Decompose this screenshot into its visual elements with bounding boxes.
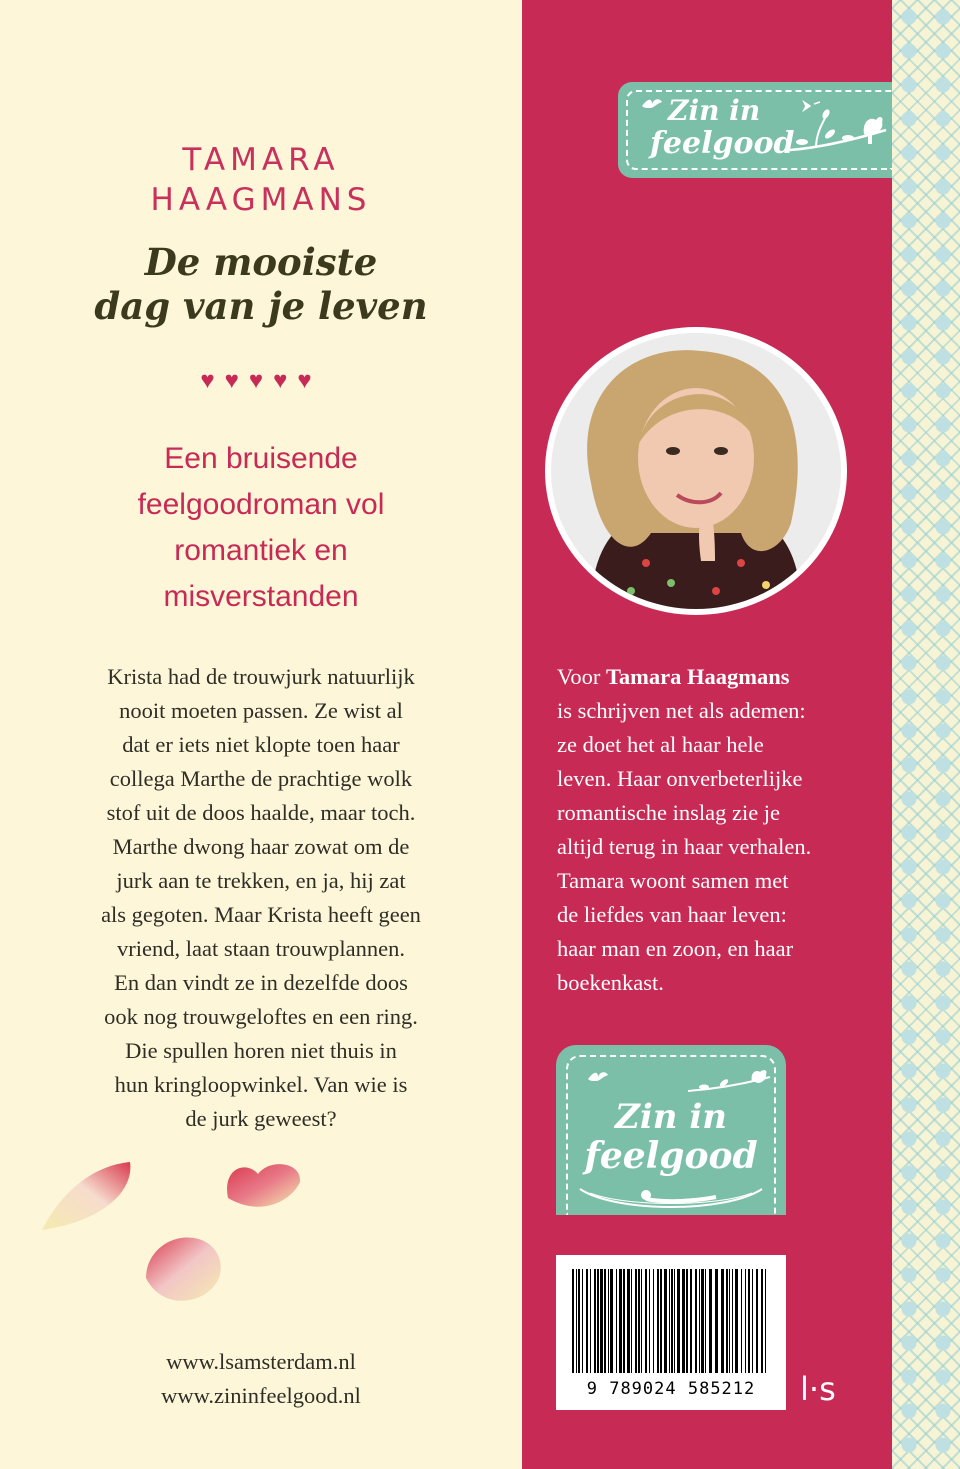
bio-line: romantische inslag zie je	[557, 800, 781, 825]
barcode-bar	[732, 1269, 733, 1373]
blurb-line: Krista had de trouwjurk natuurlijk	[107, 664, 415, 689]
bio-line: de liefdes van haar leven:	[557, 902, 787, 927]
bio-line: ze doet het al haar hele	[557, 732, 764, 757]
barcode-bar	[576, 1269, 577, 1373]
subtitle-line: misverstanden	[163, 580, 359, 613]
barcode-bar	[604, 1269, 606, 1373]
bio-line: Tamara woont samen met	[557, 868, 789, 893]
barcode-bar	[745, 1269, 746, 1373]
hearts-icon: ♥♥♥♥♥	[200, 368, 322, 394]
author-last-name: HAAGMANS	[150, 182, 372, 218]
blurb-line: de jurk geweest?	[185, 1106, 337, 1131]
barcode-bar	[721, 1269, 724, 1373]
barcode-bar	[682, 1269, 685, 1373]
barcode-bar	[649, 1269, 650, 1373]
publisher-logo: l·s	[800, 1370, 836, 1408]
blurb-line: dat er iets niet klopte toen haar	[122, 732, 400, 757]
author-photo	[551, 333, 841, 609]
barcode-bar	[600, 1269, 603, 1373]
barcode-bar	[653, 1269, 654, 1373]
decorative-pattern-strip	[892, 0, 960, 1469]
isbn-number: 9 789024 585212	[586, 1379, 756, 1399]
barcode-bar	[631, 1269, 632, 1373]
barcode-bar	[701, 1269, 704, 1373]
blurb-line: En dan vindt ze in dezelfde doos	[114, 970, 408, 995]
book-title-line-2: dag van je leven	[94, 284, 428, 328]
barcode-bar	[761, 1269, 763, 1373]
badge-top-line-2: feelgood	[650, 126, 795, 161]
barcode-bar	[729, 1269, 730, 1373]
book-title-line-1: De mooiste	[144, 240, 378, 284]
barcode-bar	[705, 1269, 706, 1373]
bird-icon	[586, 1069, 610, 1085]
barcode-bar	[699, 1269, 700, 1373]
author-first-name: TAMARA	[182, 142, 340, 178]
rose-petal-icon	[140, 1230, 230, 1310]
barcode-bar	[597, 1269, 599, 1373]
badge-bottom-line-2: feelgood	[584, 1135, 758, 1177]
blurb-line: stof uit de doos haalde, maar toch.	[106, 800, 416, 825]
hammock-icon	[576, 1185, 766, 1215]
barcode-bar	[608, 1269, 609, 1373]
subtitle-line: Een bruisende	[164, 442, 358, 475]
barcode-bar	[752, 1269, 753, 1373]
barcode-bar	[572, 1269, 574, 1373]
bio-line: haar man en zoon, en haar	[557, 936, 794, 961]
branch-with-bird-icon	[786, 94, 890, 164]
barcode-bar	[690, 1269, 692, 1373]
author-bio	[557, 660, 877, 1000]
barcode-bar	[616, 1269, 617, 1373]
barcode-bar	[715, 1269, 718, 1373]
series-badge-bottom	[556, 1045, 786, 1215]
branch-with-bird-icon	[684, 1065, 774, 1099]
barcode-bar	[669, 1269, 670, 1373]
barcode-bar	[645, 1269, 647, 1373]
barcode-bar	[586, 1269, 588, 1373]
barcode-bar	[741, 1269, 742, 1373]
bio-author-name: Tamara Haagmans	[605, 664, 790, 689]
badge-bottom-line-1: Zin in	[615, 1097, 727, 1137]
barcode-panel	[556, 1255, 786, 1410]
blurb-line: collega Marthe de prachtige wolk	[109, 766, 413, 791]
barcode-bar	[664, 1269, 667, 1373]
isbn-barcode	[570, 1269, 772, 1381]
bio-prefix: Voor	[557, 664, 606, 689]
back-cover-blurb	[40, 660, 482, 1136]
barcode-bar	[635, 1269, 637, 1373]
series-url[interactable]: www.zininfeelgood.nl	[161, 1383, 361, 1408]
barcode-bar	[695, 1269, 697, 1373]
blurb-line: Marthe dwong haar zowat om de	[112, 834, 410, 859]
blurb-line: Die spullen horen niet thuis in	[125, 1038, 397, 1063]
rose-petal-icon	[222, 1158, 304, 1220]
publisher-url[interactable]: www.lsamsterdam.nl	[166, 1349, 356, 1374]
barcode-bar	[660, 1269, 662, 1373]
barcode-bar	[674, 1269, 675, 1373]
series-badge-top	[618, 82, 892, 178]
blurb-line: jurk aan te trekken, en ja, hij zat	[116, 868, 406, 893]
barcode-bar	[677, 1269, 680, 1373]
barcode-bar	[735, 1269, 738, 1373]
bird-icon	[640, 96, 664, 112]
blurb-line: nooit moeten passen. Ze wist al	[119, 698, 403, 723]
blurb-line: hun kringloopwinkel. Van wie is	[114, 1072, 408, 1097]
barcode-bar	[657, 1269, 659, 1373]
website-links	[0, 1345, 522, 1413]
barcode-bar	[627, 1269, 630, 1373]
bio-first-line	[557, 660, 877, 694]
bio-line: altijd terug in haar verhalen.	[557, 834, 812, 859]
barcode-bar	[709, 1269, 712, 1373]
subtitle	[0, 436, 522, 620]
bio-line: boekenkast.	[557, 970, 664, 995]
barcode-bar	[748, 1269, 750, 1373]
barcode-bar	[756, 1269, 758, 1373]
badge-top-line-1: Zin in	[668, 94, 761, 127]
barcode-bar	[610, 1269, 613, 1373]
barcode-bar	[638, 1269, 640, 1373]
barcode-bar	[619, 1269, 622, 1373]
rose-petal-icon	[38, 1158, 138, 1238]
bio-line: is schrijven net als ademen:	[557, 698, 806, 723]
blurb-line: vriend, laat staan trouwplannen.	[116, 936, 406, 961]
barcode-bar	[582, 1269, 583, 1373]
barcode-bar	[686, 1269, 688, 1373]
bio-line: leven. Haar onverbeterlijke	[557, 766, 803, 791]
barcode-bar	[641, 1269, 642, 1373]
barcode-bar	[726, 1269, 728, 1373]
subtitle-line: feelgoodroman vol	[137, 488, 385, 521]
barcode-bar	[590, 1269, 591, 1373]
barcode-bar	[671, 1269, 673, 1373]
subtitle-line: romantiek en	[174, 534, 348, 567]
blurb-line: als gegoten. Maar Krista heeft geen	[101, 902, 421, 927]
barcode-bar	[578, 1269, 580, 1373]
barcode-bar	[594, 1269, 596, 1373]
barcode-bar	[623, 1269, 625, 1373]
blurb-line: ook nog trouwgeloftes en een ring.	[104, 1004, 418, 1029]
barcode-bar	[765, 1269, 766, 1373]
